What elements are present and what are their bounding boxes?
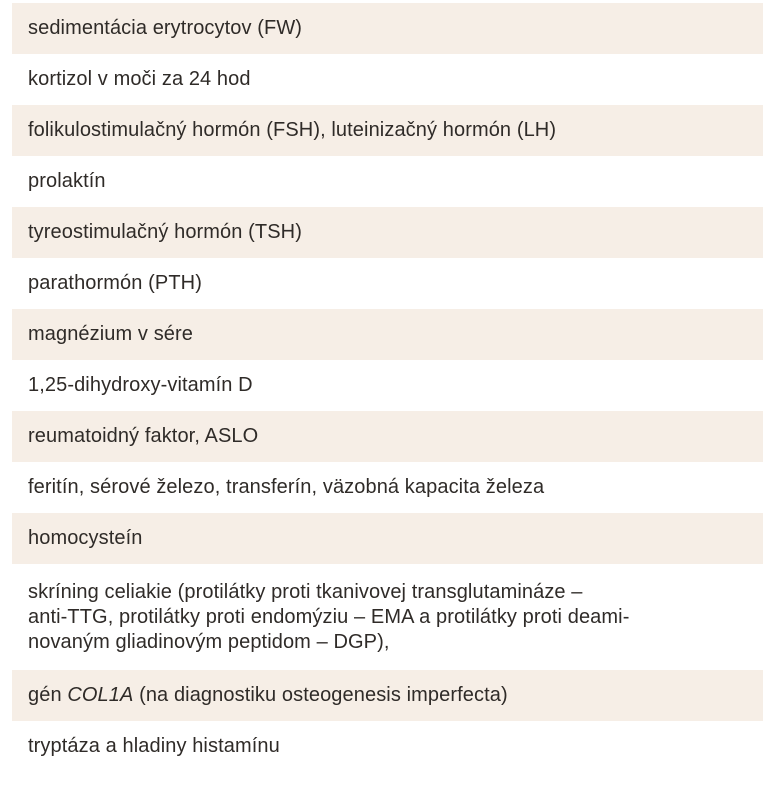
table-row (12, 360, 763, 411)
table-row (12, 513, 763, 564)
row-text: folikulostimulačný hormón (FSH), luteinizačný hormón (LH) (28, 119, 557, 141)
row-text: sedimentácia erytrocytov (FW) (28, 17, 303, 39)
table-row (12, 309, 763, 360)
table-row (12, 207, 763, 258)
table-row (12, 156, 763, 207)
row-text: kortizol v moči za 24 hod (28, 68, 251, 90)
row-text-prefix: gén (28, 684, 68, 706)
table-row (12, 670, 763, 721)
row-text: prolaktín (28, 170, 106, 192)
row-line: novaným gliadinovým peptidom – DGP), (28, 630, 390, 653)
row-text: tryptáza a hladiny histamínu (28, 735, 280, 757)
row-text (28, 683, 508, 708)
gene-name: COL1A (67, 684, 134, 706)
table-row (12, 462, 763, 513)
row-text: 1,25-dihydroxy-vitamín D (28, 374, 253, 396)
row-text: reumatoidný faktor, ASLO (28, 425, 259, 447)
table-row (12, 258, 763, 309)
table-row (12, 564, 763, 670)
row-text: parathormón (PTH) (28, 272, 202, 294)
lab-tests-table (12, 3, 763, 772)
table-row (12, 54, 763, 105)
row-text: homocysteín (28, 527, 143, 549)
row-line: skríning celiakie (protilátky proti tkanivovej transglutamináze – (28, 580, 583, 603)
row-text-suffix: (na diagnostiku osteogenesis imperfecta) (133, 684, 508, 706)
table-row (12, 411, 763, 462)
row-text: tyreostimulačný hormón (TSH) (28, 221, 302, 243)
table-row (12, 721, 763, 772)
row-line: anti-TTG, protilátky proti endomýziu – EMA a protilátky proti deami- (28, 605, 630, 628)
table-row (12, 3, 763, 54)
row-text: magnézium v sére (28, 323, 193, 345)
row-text-multiline (28, 580, 629, 655)
row-text: feritín, sérové železo, transferín, väzobná kapacita železa (28, 476, 545, 498)
table-row (12, 105, 763, 156)
